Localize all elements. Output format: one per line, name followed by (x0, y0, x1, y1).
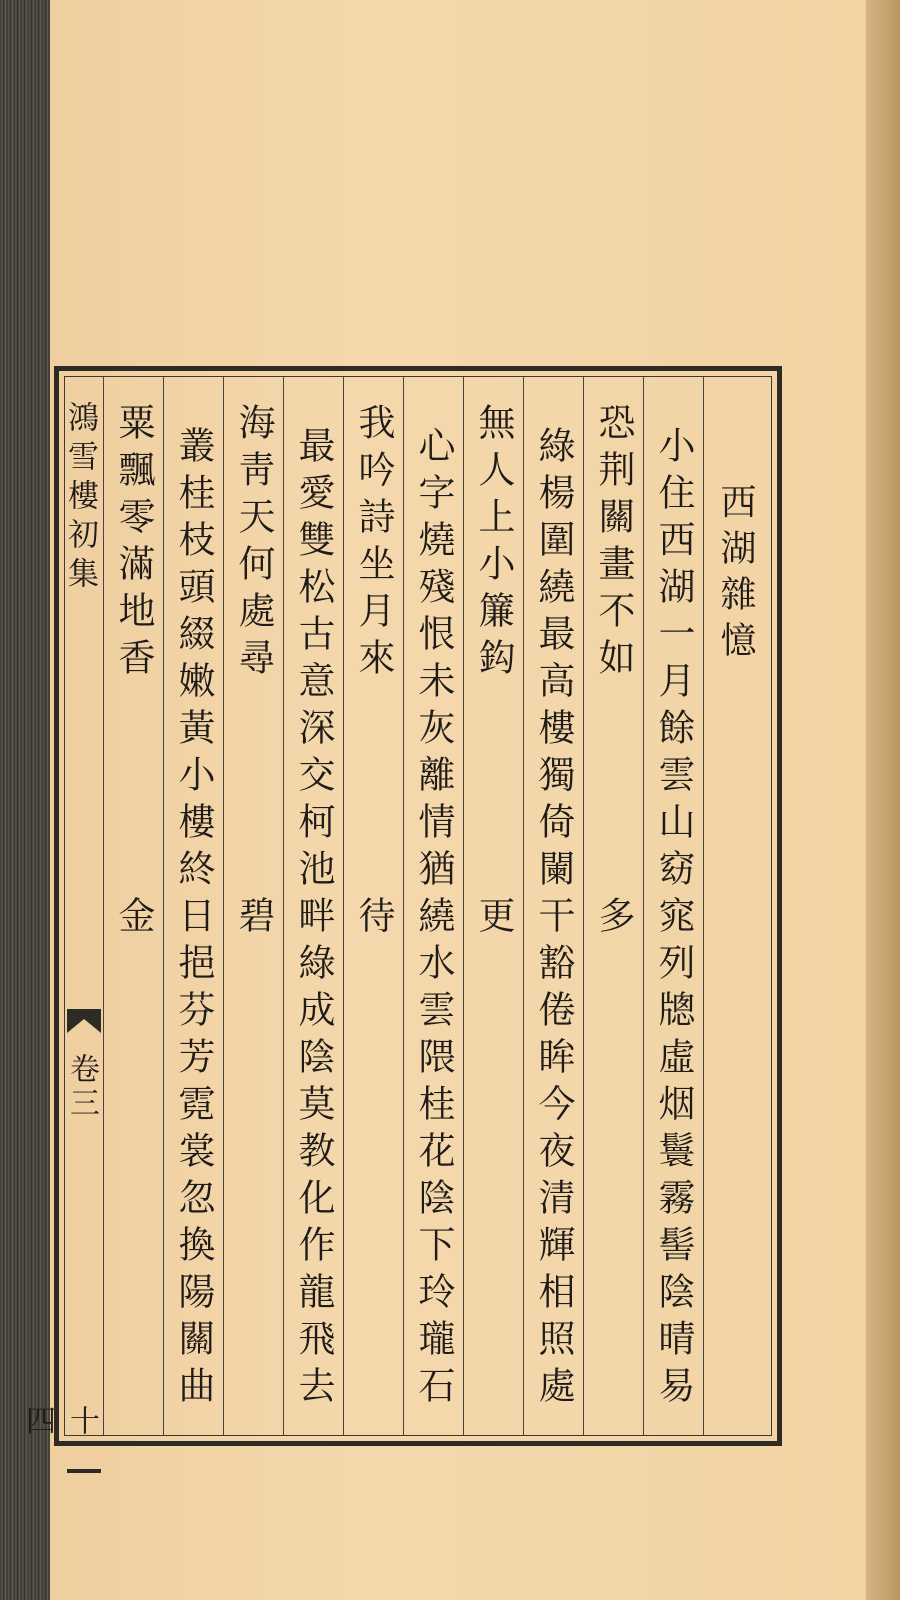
next-page-edge (866, 0, 900, 1600)
juan-number: 卷三 (64, 1053, 99, 1121)
poem-line: 粟飄零滿地香 (112, 403, 155, 685)
center-margin (20, 377, 104, 1437)
poem-line: 恐荆關畫不如 (592, 403, 635, 685)
poem-line: 小住西湖一月餘雲山窈窕列牕虛烟鬟霧髻陰晴易多 (592, 425, 695, 1413)
text-frame-inner (20, 376, 772, 1437)
title-column (705, 377, 765, 1435)
poem-title: 西湖雜憶 (715, 483, 756, 667)
text-frame (20, 366, 782, 1446)
poem-line: 我吟詩坐月來 (352, 403, 395, 685)
poem-line: 無人上小簾鈎 (472, 403, 515, 685)
poem-line: 綠楊圍繞最高樓獨倚闌干豁倦眸今夜清輝相照處更 (472, 425, 575, 1413)
column-rule (703, 377, 704, 1435)
lower-fishtail-mark (67, 1469, 101, 1481)
poem-line: 叢桂枝頭綴嫩黃小樓終日挹芬芳霓裳忽換陽關曲金 (112, 425, 215, 1413)
page-number: 十四 (20, 1405, 99, 1437)
book-title: 鴻雪樓初集 (62, 401, 98, 596)
fishtail-mark (67, 1009, 101, 1033)
poem-line: 最愛雙松古意深交柯池畔綠成陰莫教化作龍飛去碧 (232, 425, 335, 1413)
poem-line: 海靑天何處尋 (232, 403, 275, 685)
poem-line: 心字燒殘恨未灰離情猶繞水雲隈桂花陰下玲瓏石待 (352, 425, 455, 1413)
